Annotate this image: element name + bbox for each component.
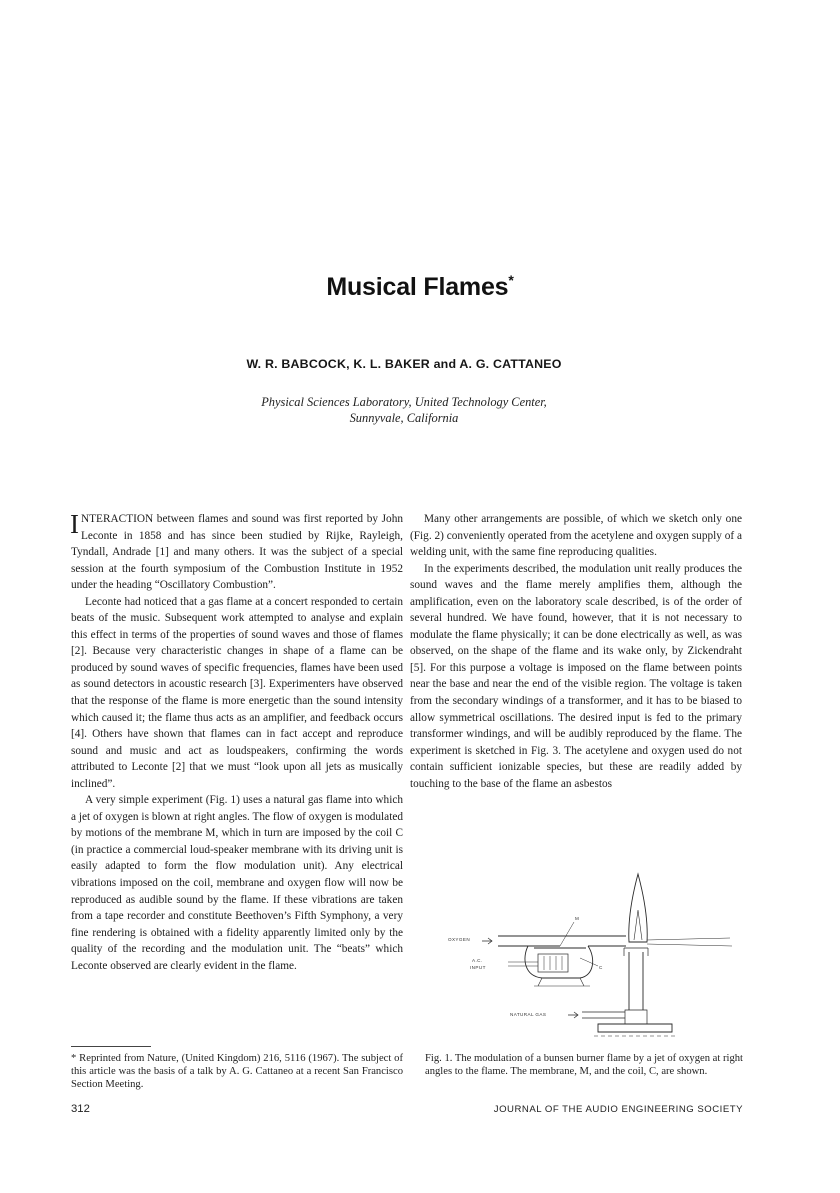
membrane-leader: [560, 922, 574, 946]
affiliation: [0, 394, 808, 426]
paragraph-intro-text: NTERACTION between flames and sound was first reported by John Leconte in 1858 and has since been studied by Rijke, Rayleigh, Tyndall, Andrade [1] and many others. It was the subject of a special session at the fourth symposium of the Combustion Institute in 1952 under the heading “Oscillatory Combustion”.: [71, 513, 403, 592]
oxygen-arrow: [482, 938, 492, 944]
paragraph-arrangements: Many other arrangements are possible, of which we sketch only one (Fig. 2) conveniently operated from the acetylene and oxygen supply of a welding unit, with the same fine reproducing qualities.: [410, 513, 742, 559]
coil-leader: [580, 958, 598, 966]
label-membrane-m: M: [575, 916, 580, 921]
paragraph-modulation: In the experiments described, the modulation unit really produces the sound waves and the flame merely amplifies them, although the amplification, even on the laboratory scale described, is of the order of several hundred. We have found, however, that it is not necessary to modulate the flame physically; it can be done electrically as well, as was observed, on the shape of the flame and its wake only, by Zickendraht [5]. For this purpose a voltage is imposed on the flame between points near the base and near the end of the visible region. The voltage is taken from the secondary windings of a transformer, and it has to be biased to allow symmetrical oscillations. The desired input is fed to the primary transformer windings, and will be audibly reproduced by the flame. The experiment is sketched in Fig. 3. The acetylene and oxygen used do not contain sufficient ionizable species, but these are readily added by touching to the base of the flame an asbestos: [410, 562, 742, 790]
oxygen-wake: [647, 938, 732, 946]
burner-tube: [629, 952, 643, 1010]
modulator-legs: [534, 978, 590, 986]
flame-inner-cone: [634, 910, 642, 940]
figure-1-diagram: [410, 862, 742, 1048]
figure-1-caption: Fig. 1. The modulation of a bunsen burner flame by a jet of oxygen at right angles to the flame. The membrane, M, and the coil, C, are shown.: [425, 1053, 743, 1078]
modulator-coil: [538, 954, 568, 972]
author-list: W. R. BABCOCK, K. L. BAKER and A. G. CATTANEO: [246, 357, 562, 371]
paragraph-leconte: Leconte had noticed that a gas flame at a concert responded to certain beats of the music. Subsequent work attempted to analyse and explain this effect in terms of the properties of sound waves and those of flames [2]. Because very characteristic changes in shape of a flame can be produced by sound waves of specific frequencies, flames have been used as sound detectors in acoustic research [3]. Experimenters have observed that the response of the flame is more energetic than the sound intensity which caused it; the flame thus acts as an amplifier, and feedback occurs [4]. Others have shown that flames can in fact accept and reproduce sound and music and act as loudspeakers, confirming the words attributed to Leconte [2] that we must “look upon all jets as musically inclined”.: [71, 595, 403, 790]
right-column: [410, 511, 742, 792]
label-natural-gas: NATURAL GAS: [510, 1012, 547, 1017]
label-input-line-1: A.C.: [472, 958, 483, 963]
paragraph-experiment: A very simple experiment (Fig. 1) uses a natural gas flame into which a jet of oxygen is blown at right angles. The flow of oxygen is modulated by motions of the membrane M, which in turn are imposed by the coil C (in practice a commercial loud-speaker membrane with its driving unit is easily adapted to form the flow modulation unit). Any electrical vibrations imposed on the coil, membrane and oxygen flow will now be reproduced as audible sound by the flame. If these vibrations are taken from a tape recorder and constitute Beethoven’s Fifth Symphony, a very fine rendering is obtained with a fidelity apparently limited only by the quality of the recording and the modulation unit. The “beats” which Leconte observed are clearly evident in the flame.: [71, 794, 403, 972]
paragraph-intro: [71, 511, 403, 594]
affiliation-line-2: Sunnyvale, California: [349, 411, 459, 425]
label-oxygen: OXYGEN: [448, 937, 471, 942]
footnote: * Reprinted from Nature, (United Kingdom) 216, 5116 (1967). The subject of this article was the basis of a talk by A. G. Cattaneo at a recent San Francisco Section Meeting.: [71, 1053, 403, 1091]
title-footnote-mark: *: [508, 272, 514, 288]
burner-base: [598, 1024, 672, 1032]
burner-top: [624, 948, 648, 956]
left-column: [71, 511, 403, 974]
page-number: 312: [71, 1103, 90, 1115]
label-coil-c: C: [599, 965, 603, 970]
label-input-line-2: INPUT: [470, 965, 486, 970]
oxygen-tube: [498, 936, 626, 946]
drop-cap: I: [70, 509, 79, 539]
input-wires: [508, 962, 538, 966]
article-title: Musical Flames*: [326, 272, 514, 301]
footnote-rule: [71, 1046, 151, 1047]
figure-1: [410, 862, 742, 1048]
affiliation-line-1: Physical Sciences Laboratory, United Technology Center,: [261, 395, 547, 409]
journal-name: JOURNAL OF THE AUDIO ENGINEERING SOCIETY: [493, 1104, 743, 1115]
gas-arrow: [568, 1012, 578, 1018]
flame-outline: [629, 874, 647, 942]
burner-stem: [625, 1010, 647, 1024]
gas-inlet: [582, 1012, 625, 1018]
coil-windings: [544, 956, 562, 970]
